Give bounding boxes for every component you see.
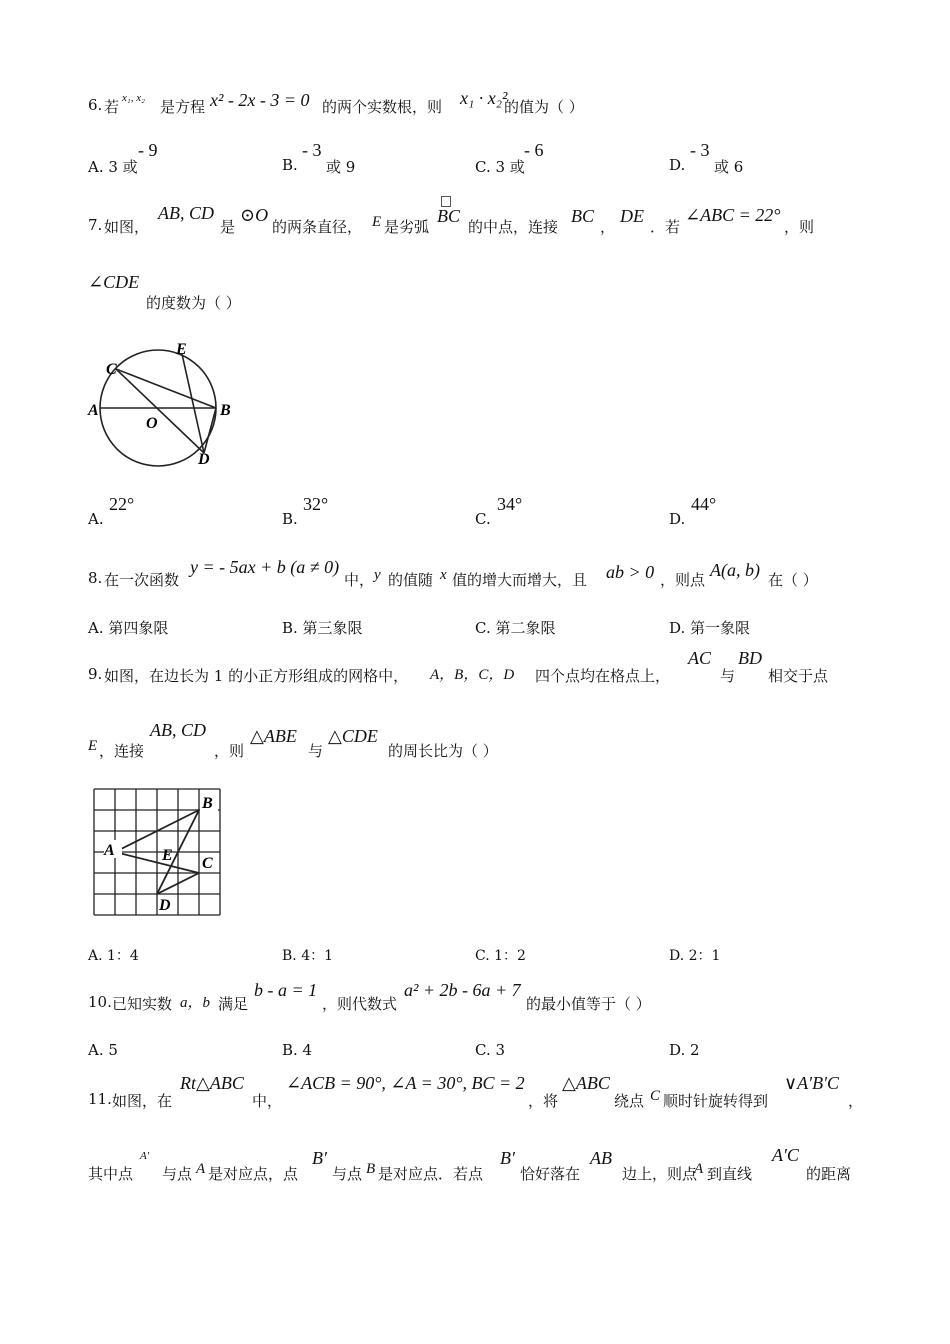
q9-ac: AC xyxy=(688,648,712,668)
q9-line2-segments: AB, CD xyxy=(150,720,206,740)
q11-text-4: 绕点 xyxy=(614,1092,645,1110)
q11-line2-text-6: 恰好落在 xyxy=(520,1165,581,1183)
q9-option-a-label: A. 1：4 xyxy=(88,948,139,964)
q9-option-c-label: C. 1：2 xyxy=(475,948,526,964)
q11-text-1: 如图，在 xyxy=(112,1092,173,1110)
q10-text-4: 的最小值等于（ ） xyxy=(526,995,651,1013)
q7-option-b-value: 32° xyxy=(303,494,329,514)
q6-text-4: 的值为（ ） xyxy=(504,98,584,116)
q6-option-a-math: - 9 xyxy=(138,140,158,160)
q6-option-b-after: 或 9 xyxy=(326,158,356,176)
label-d: D xyxy=(198,451,210,468)
q9-triangle-abe: △ABE xyxy=(250,726,297,746)
q11-line2-a-2: A xyxy=(694,1161,704,1177)
q11-line2-b-prime-2: B′ xyxy=(500,1148,515,1168)
q7-circle: ⊙O xyxy=(240,205,269,225)
q10-option-b[interactable] xyxy=(282,1041,312,1059)
q11-text-6: ， xyxy=(848,1092,864,1110)
q6-text-2: 是方程 xyxy=(160,98,206,116)
q9-option-c[interactable] xyxy=(475,945,526,965)
q6-equation: x² - 2x - 3 = 0 xyxy=(210,90,310,110)
q11-text-5: 顺时针旋转得到 xyxy=(663,1092,769,1110)
q7-option-c-value: 34° xyxy=(497,494,523,514)
q9-triangle-cde: △CDE xyxy=(328,726,378,746)
chord-cb xyxy=(116,369,216,408)
q11-triangle: Rt△ABC xyxy=(180,1073,244,1093)
q11-triangle-3: ∨A′B′C xyxy=(784,1073,840,1093)
q11-line2-b: B xyxy=(366,1161,376,1177)
q8-option-a-label: A. 第四象限 xyxy=(88,619,169,637)
q11-number: 11. xyxy=(88,1090,112,1108)
q7-option-d-value: 44° xyxy=(691,494,717,514)
q9-number: 9. xyxy=(88,665,103,683)
q9-option-d[interactable] xyxy=(669,945,720,965)
q11-text-2: 中， xyxy=(252,1092,283,1110)
q6-option-a[interactable] xyxy=(88,156,138,177)
label-b: B xyxy=(202,795,213,812)
q11-line2-text-8: 到直线 xyxy=(707,1165,753,1183)
q10-option-c[interactable] xyxy=(475,1041,505,1059)
q7-option-a[interactable] xyxy=(88,510,104,528)
q7-option-c[interactable] xyxy=(475,510,491,528)
q11-line2-ac: A′C xyxy=(772,1145,799,1165)
q6-option-b[interactable] xyxy=(282,156,298,174)
q10-text-2: 满足 xyxy=(218,995,249,1013)
q10-number: 10. xyxy=(88,993,112,1011)
diameter-cd xyxy=(116,369,204,453)
q8-option-d-label: D. 第一象限 xyxy=(669,619,751,637)
q7-arc: BC xyxy=(437,206,461,226)
q10-option-d[interactable] xyxy=(669,1041,700,1059)
q7-text-1: 如图， xyxy=(104,218,150,236)
label-c: C xyxy=(202,855,213,872)
q10-text-3: ，则代数式 xyxy=(322,995,398,1013)
q11-line2-text-9: 的距离 xyxy=(806,1165,852,1183)
label-c: C xyxy=(106,361,117,378)
q8-text-2: 中， xyxy=(344,571,375,589)
q6-option-d-label: D. xyxy=(669,156,686,174)
q7-text-5: 的中点，连接 xyxy=(468,218,559,236)
q8-point: A(a, b) xyxy=(710,560,760,580)
q6-option-d[interactable] xyxy=(669,156,685,174)
q6-option-c-label: C. 3 或 xyxy=(475,158,525,176)
q6-text-3: 的两个实数根，则 xyxy=(322,98,443,116)
q11-condition: ∠ACB = 90°, ∠A = 30°, BC = 2 xyxy=(286,1073,525,1093)
q7-text-4: 是劣弧 xyxy=(384,218,430,236)
label-d: D xyxy=(159,897,171,914)
q6-option-b-math: - 3 xyxy=(302,140,322,160)
q9-grid-figure xyxy=(84,784,230,918)
q7-text-3: 的两条直径， xyxy=(272,218,363,236)
q7-option-d[interactable] xyxy=(669,510,685,528)
q9-option-a[interactable] xyxy=(88,945,139,965)
q11-line2-text-3: 是对应点，点 xyxy=(208,1165,299,1183)
q6-option-c[interactable] xyxy=(475,156,525,177)
q8-x: x xyxy=(440,567,447,583)
q8-number: 8. xyxy=(88,569,103,587)
q8-y: y xyxy=(374,567,381,583)
q9-option-b-label: B. 4：1 xyxy=(282,948,334,964)
q8-function: y = - 5ax + b (a ≠ 0) xyxy=(190,557,340,577)
q7-comma: ， xyxy=(600,218,616,236)
q9-bd: BD xyxy=(738,648,762,668)
q11-point-c: C xyxy=(650,1088,661,1104)
q7-angle-cde: ∠CDE xyxy=(88,272,140,292)
q7-option-a-value: 22° xyxy=(109,494,135,514)
q7-bc: BC xyxy=(571,206,595,226)
q7-option-b-label: B. xyxy=(282,510,298,528)
label-e: E xyxy=(176,341,187,358)
q11-line2-text-7: 边上，则点 xyxy=(622,1165,698,1183)
q7-option-a-label: A. xyxy=(88,510,104,528)
q8-text-1: 在一次函数 xyxy=(104,571,180,589)
q11-text-3: ，将 xyxy=(528,1092,559,1110)
q7-de: DE xyxy=(620,206,644,226)
q9-line2-text-1: ，连接 xyxy=(99,742,145,760)
q9-line2-text-3: 与 xyxy=(308,742,324,760)
q10-text-1: 已知实数 xyxy=(112,995,173,1013)
q11-triangle-2: △ABC xyxy=(562,1073,610,1093)
q9-line2-text-2: ，则 xyxy=(214,742,245,760)
q7-diameters: AB, CD xyxy=(158,203,214,223)
q10-option-b-label: B. 4 xyxy=(282,1041,313,1059)
q10-option-c-label: C. 3 xyxy=(475,1041,506,1059)
q9-option-b[interactable] xyxy=(282,945,333,965)
q11-line2-text-2: 与点 xyxy=(162,1165,193,1183)
label-e: E xyxy=(162,847,173,864)
q9-text-3: 与 xyxy=(720,667,736,685)
q7-line2-text: 的度数为（ ） xyxy=(146,294,241,312)
q10-option-a[interactable] xyxy=(88,1041,118,1059)
q11-line2-text-4: 与点 xyxy=(332,1165,363,1183)
label-o: O xyxy=(146,415,158,432)
q7-text-2: 是 xyxy=(220,218,236,236)
label-a: A xyxy=(88,402,99,419)
q11-line2-text-5: 是对应点．若点 xyxy=(378,1165,484,1183)
q7-text-6: ．若 xyxy=(650,218,681,236)
q8-condition: ab > 0 xyxy=(606,562,655,582)
q9-text-2: 四个点均在格点上， xyxy=(535,667,671,685)
q9-line2-text-4: 的周长比为（ ） xyxy=(388,742,498,760)
q11-line2-a: A xyxy=(196,1161,206,1177)
q8-option-b[interactable] xyxy=(282,617,363,638)
q10-expression: a² + 2b - 6a + 7 xyxy=(404,980,521,1000)
q10-option-a-label: A. 5 xyxy=(88,1041,118,1059)
q8-text-4: 值的增大而增大，且 xyxy=(452,571,588,589)
q6-option-d-math: - 3 xyxy=(690,140,710,160)
q6-option-c-math: - 6 xyxy=(524,140,544,160)
q7-point-e: E xyxy=(372,214,382,230)
q8-text-6: 在（ ） xyxy=(768,571,818,589)
q6-number: 6. xyxy=(88,96,103,114)
q6-text-1: 若 xyxy=(104,98,120,116)
q10-condition: b - a = 1 xyxy=(254,980,318,1000)
q8-option-b-label: B. 第三象限 xyxy=(282,619,363,637)
q8-option-c-label: C. 第二象限 xyxy=(475,619,556,637)
chord-bd xyxy=(204,408,216,453)
q9-text-1: 如图，在边长为 1 的小正方形组成的网格中， xyxy=(104,667,409,685)
q7-option-b[interactable] xyxy=(282,510,298,528)
q8-text-3: 的值随 xyxy=(388,571,434,589)
q6-option-a-label: A. 3 或 xyxy=(88,158,138,176)
q6-roots: x₁, x₂ xyxy=(122,92,145,104)
q6-option-b-label: B. xyxy=(282,156,298,174)
q8-option-a[interactable] xyxy=(88,617,168,638)
q10-ab: a，b xyxy=(180,995,211,1011)
q10-option-d-label: D. 2 xyxy=(669,1041,700,1059)
q6-expression: x₁ · x₂² xyxy=(460,88,508,108)
q11-line2-b-prime: B′ xyxy=(312,1148,327,1168)
q7-circle-figure xyxy=(84,336,240,472)
q9-text-4: 相交于点 xyxy=(768,667,829,685)
q11-line2-a-prime: A′ xyxy=(140,1150,150,1162)
q11-line2-text-1: 其中点 xyxy=(88,1165,134,1183)
q9-points: A，B，C，D xyxy=(430,667,515,683)
q7-option-d-label: D. xyxy=(669,510,686,528)
q7-text-7: ，则 xyxy=(784,218,815,236)
q7-option-c-label: C. xyxy=(475,510,491,528)
label-a: A xyxy=(104,842,115,859)
label-b: B xyxy=(220,402,231,419)
q9-line2-e: E xyxy=(88,738,98,754)
q7-number: 7. xyxy=(88,216,103,234)
q9-option-d-label: D. 2：1 xyxy=(669,948,721,964)
q8-text-5: ，则点 xyxy=(660,571,706,589)
q11-line2-ab: AB xyxy=(590,1148,612,1168)
q8-option-d[interactable] xyxy=(669,617,750,638)
q6-option-d-after: 或 6 xyxy=(714,158,744,176)
q8-option-c[interactable] xyxy=(475,617,555,638)
q7-angle: ∠ABC = 22° xyxy=(685,205,781,225)
